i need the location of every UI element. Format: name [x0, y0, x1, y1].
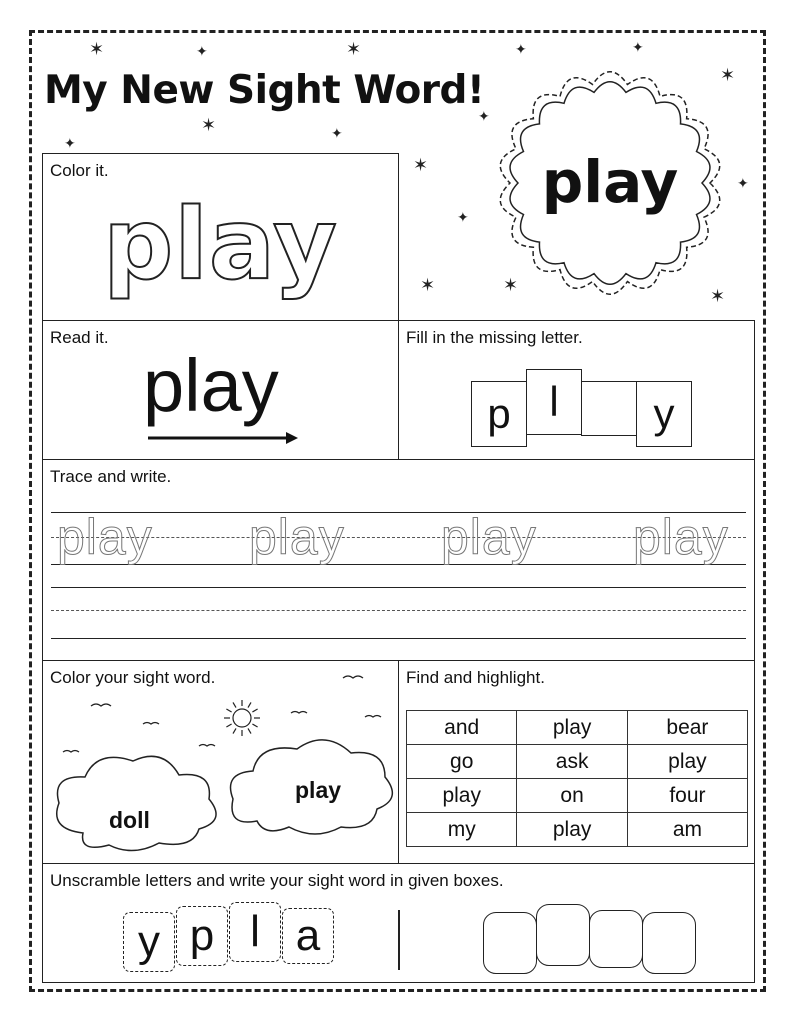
scrambled-letter: l: [229, 902, 281, 962]
word-cell[interactable]: play: [517, 711, 627, 745]
star-icon: ✦: [457, 209, 469, 225]
star-icon: ✶: [346, 39, 362, 59]
word-cell[interactable]: my: [407, 813, 517, 847]
star-icon: ✦: [737, 175, 749, 191]
answer-box[interactable]: [589, 910, 643, 968]
arrow-icon: [146, 431, 300, 445]
scrambled-letter: a: [282, 908, 334, 964]
divider: [398, 910, 400, 970]
find-highlight-label: Find and highlight.: [406, 668, 545, 687]
word-cell[interactable]: play: [627, 745, 747, 779]
read-it-label: Read it.: [50, 328, 109, 347]
read-it-panel: [42, 320, 399, 460]
letter-box: l: [526, 369, 582, 435]
outlined-word[interactable]: play: [103, 188, 338, 302]
star-icon: ✦: [515, 41, 527, 57]
write-line-top[interactable]: [51, 587, 746, 588]
sky-scene: [43, 661, 400, 865]
color-it-panel: [42, 153, 399, 321]
write-line-mid: [51, 610, 746, 611]
word-cell[interactable]: go: [407, 745, 517, 779]
answer-box[interactable]: [536, 904, 590, 966]
star-icon: ✶: [503, 275, 519, 295]
fill-missing-panel: [398, 320, 755, 460]
trace-word[interactable]: play: [441, 509, 537, 565]
color-word-panel: [42, 660, 399, 864]
word-cell[interactable]: and: [407, 711, 517, 745]
missing-letter-box[interactable]: [581, 381, 637, 436]
table-row: [407, 711, 748, 745]
trace-write-label: Trace and write.: [50, 467, 172, 486]
badge-word: play: [541, 148, 679, 216]
color-word-label: Color your sight word.: [50, 668, 216, 687]
scrambled-letter: p: [176, 906, 228, 966]
find-highlight-panel: [398, 660, 755, 864]
star-icon: ✶: [710, 286, 726, 306]
color-it-label: Color it.: [50, 161, 109, 180]
table-row: [407, 813, 748, 847]
fill-missing-label: Fill in the missing letter.: [406, 328, 583, 347]
word-cell[interactable]: ask: [517, 745, 627, 779]
answer-box[interactable]: [642, 912, 696, 974]
sun-icon: [224, 700, 260, 736]
unscramble-panel: [42, 863, 755, 983]
star-icon: ✶: [413, 155, 429, 175]
word-cell[interactable]: play: [517, 813, 627, 847]
table-row: [407, 745, 748, 779]
word-cell[interactable]: four: [627, 779, 747, 813]
word-grid: [406, 710, 748, 847]
write-line-base: [51, 638, 746, 639]
star-icon: ✦: [478, 108, 490, 124]
page-title: My New Sight Word!: [44, 68, 485, 113]
scrambled-letter: y: [123, 912, 175, 972]
word-cell[interactable]: bear: [627, 711, 747, 745]
trace-write-panel: [42, 459, 755, 661]
star-icon: ✦: [632, 39, 644, 55]
table-row: [407, 779, 748, 813]
letter-box: y: [636, 381, 692, 447]
trace-word[interactable]: play: [249, 509, 345, 565]
word-cell[interactable]: on: [517, 779, 627, 813]
bird-icon: [63, 676, 381, 752]
cloud-word-left[interactable]: doll: [109, 807, 150, 833]
trace-word[interactable]: play: [633, 509, 729, 565]
unscramble-label: Unscramble letters and write your sight word in given boxes.: [50, 871, 504, 890]
star-icon: ✶: [201, 115, 217, 135]
star-icon: ✦: [196, 43, 208, 59]
trace-word[interactable]: play: [57, 509, 153, 565]
word-cell[interactable]: am: [627, 813, 747, 847]
star-icon: ✶: [89, 39, 105, 59]
answer-box[interactable]: [483, 912, 537, 974]
letter-box: p: [471, 381, 527, 447]
read-word: play: [143, 344, 279, 427]
word-cell[interactable]: play: [407, 779, 517, 813]
star-icon: ✶: [720, 65, 736, 85]
star-icon: ✦: [331, 125, 343, 141]
star-icon: ✶: [420, 275, 436, 295]
star-icon: ✦: [64, 135, 76, 151]
cloud-word-right[interactable]: play: [295, 777, 342, 803]
cloud-left: [57, 756, 216, 850]
